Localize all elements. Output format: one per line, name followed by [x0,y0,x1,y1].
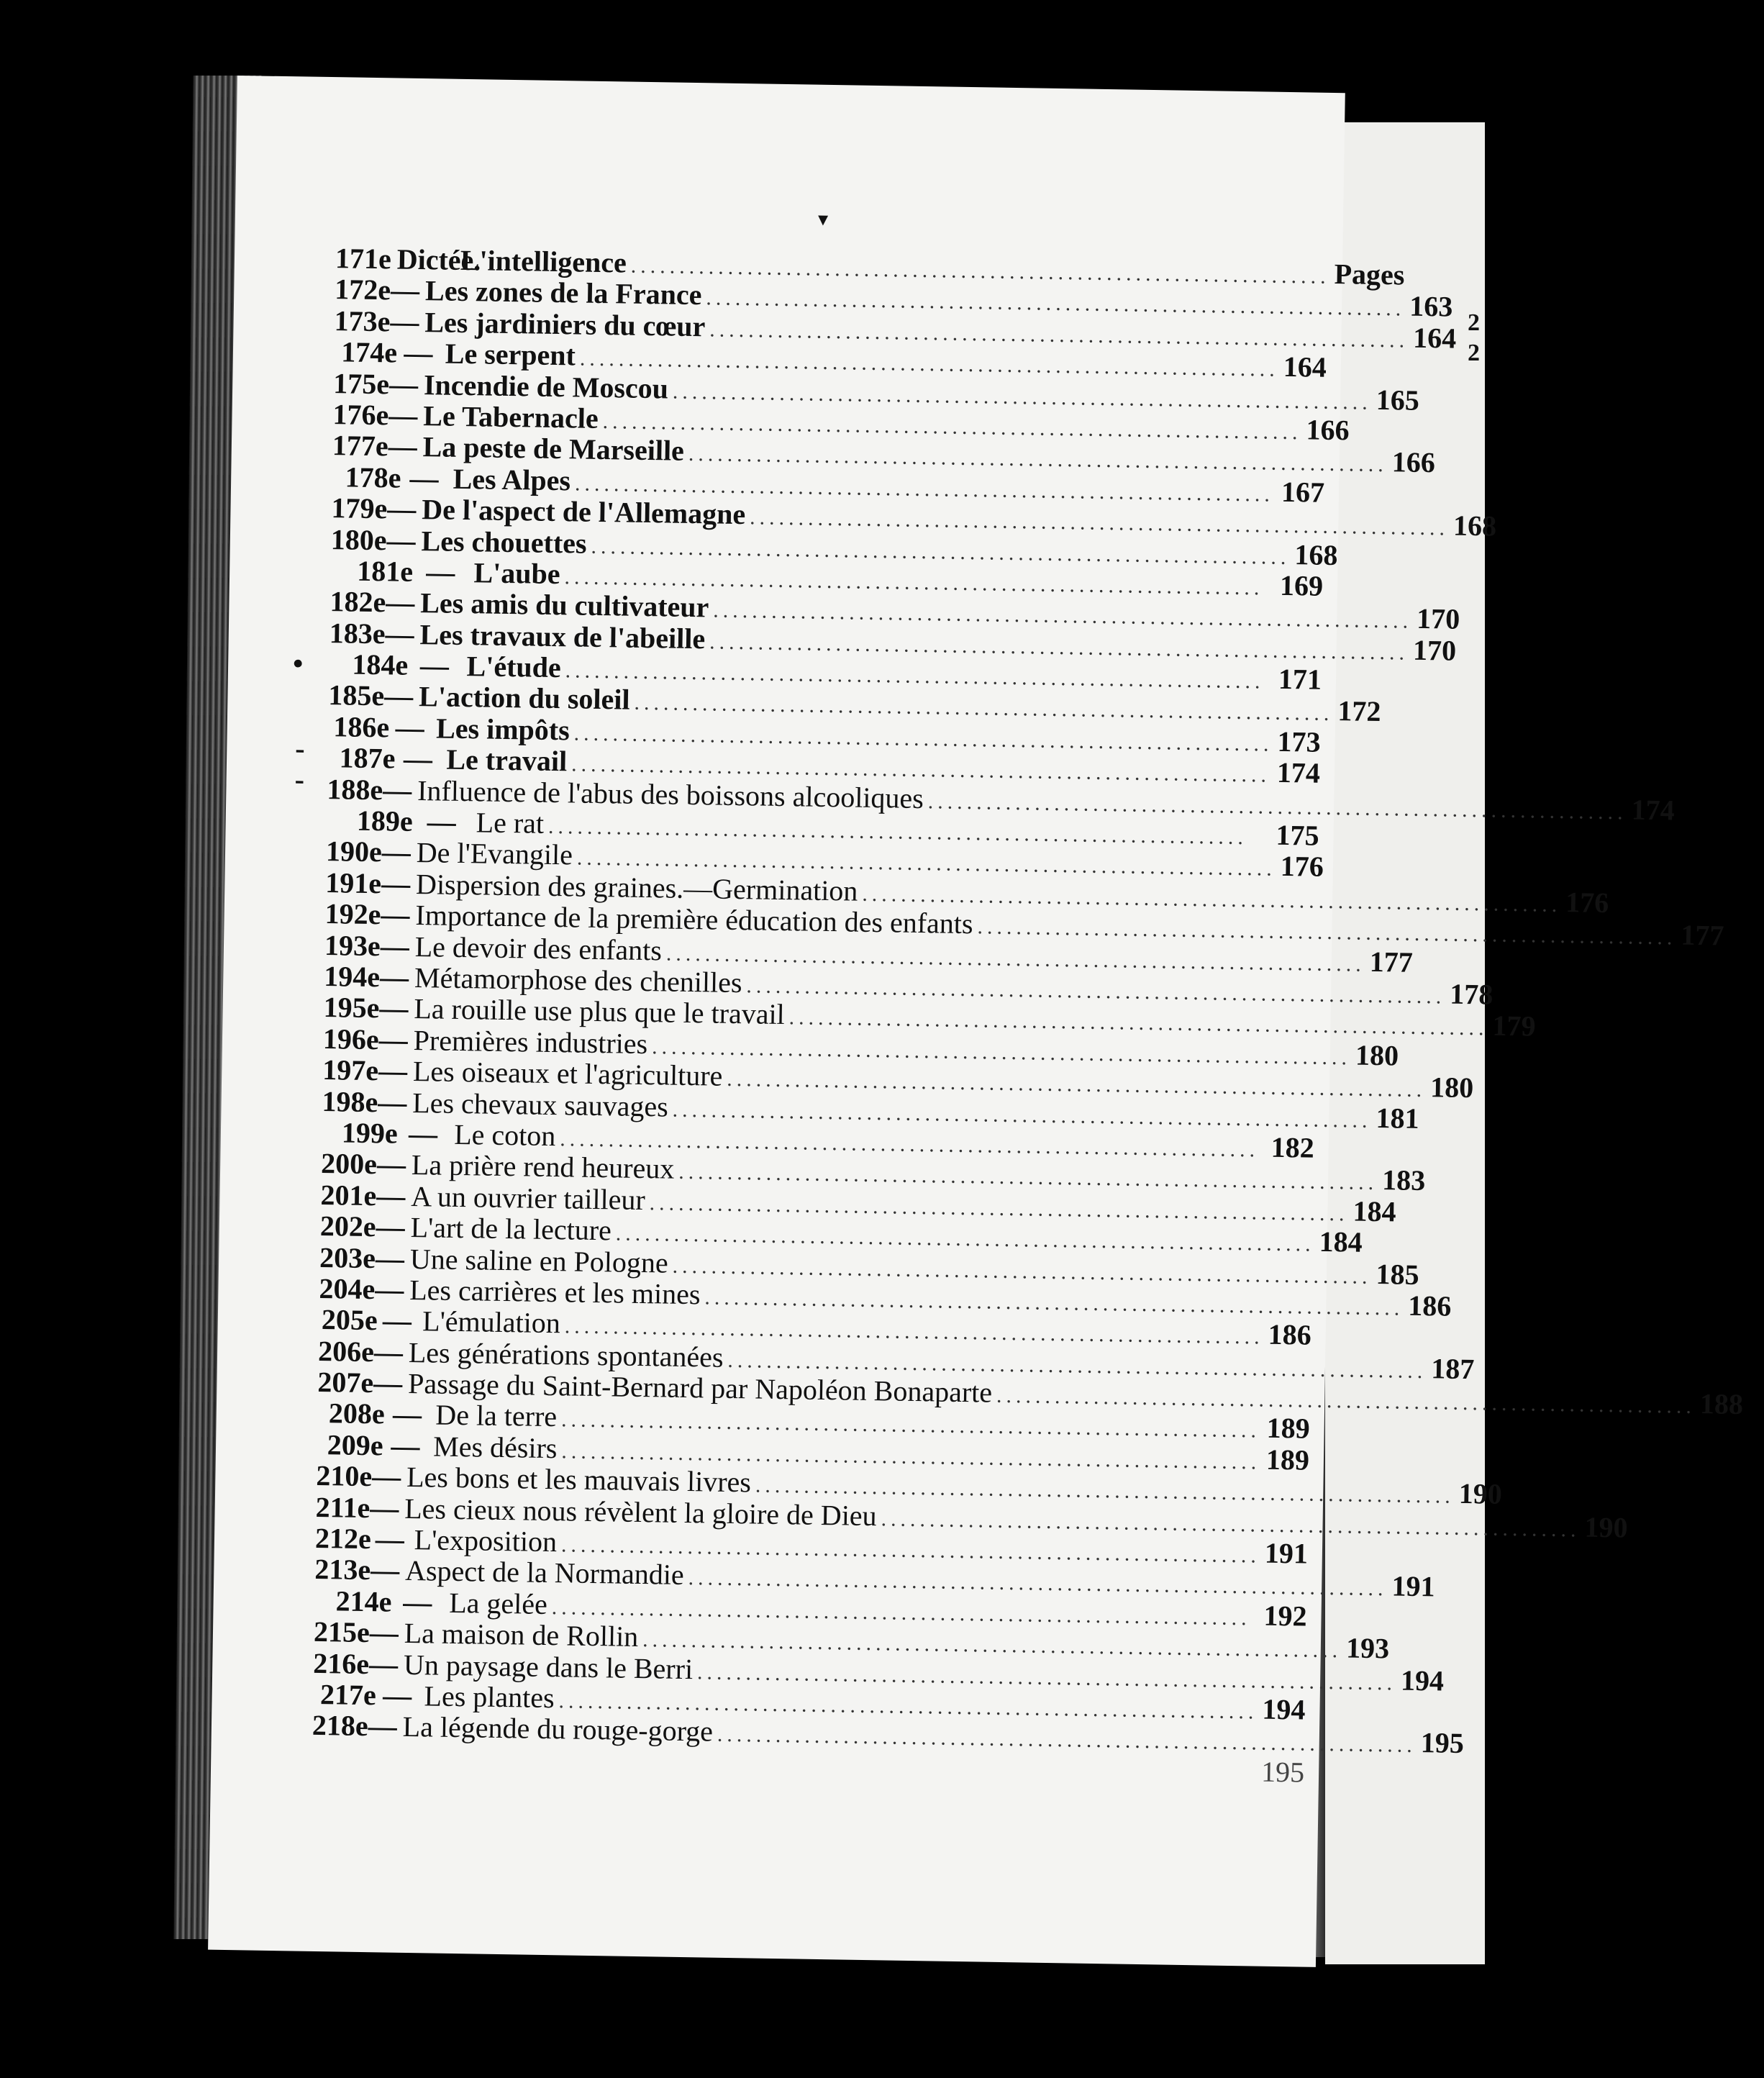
entry-page-number: 180 [1355,1038,1399,1072]
dot-leader: ........................................................................ [602,409,1302,445]
entry-page-number: 168 [1452,509,1497,543]
entry-page-number: 190 [1584,1510,1628,1544]
entry-title: De l'aspect de l'Allemagne [421,493,746,531]
entry-title: A un ouvrier tailleur [410,1179,646,1216]
entry-page-number: 163 [1409,290,1453,323]
entry-title: Premières industries [413,1023,648,1060]
entry-dash: — [370,1553,400,1587]
dot-leader: ........................................................................ [696,1659,1397,1695]
entry-title: Les cieux nous révèlent la gloire de Dieu [404,1492,878,1532]
entry-title: Incendie de Moscou [423,368,669,405]
entry-dash: — [425,555,455,589]
entry-title: Les travaux de l'abeille [419,617,706,655]
pages-label: Pages [1334,257,1405,291]
entry-dash: — [409,461,439,495]
entry-title: Le coton [453,1117,556,1153]
entry-number: 176e [332,398,389,432]
entry-title: La maison de Rollin [404,1617,639,1653]
entry-title: Une saline en Pologne [409,1242,669,1279]
entry-number: 212e [314,1521,372,1556]
entry-dash: — [369,1491,399,1525]
entry-page-number: 186 [1408,1289,1452,1322]
entry-number: 217e [319,1678,377,1712]
entry-page-number: 184 [1352,1194,1396,1228]
entry-title: L'étude [466,650,562,684]
entry-page-number: 174 [1276,756,1321,790]
entry-number: 190e [325,835,383,868]
entry-dash: — [395,711,425,745]
entry-title: La légende du rouge-gorge [402,1710,714,1748]
entry-number: 216e [313,1646,370,1680]
entry-number: 198e [322,1084,378,1118]
entry-dash: — [388,430,418,463]
entry-title: Le devoir des enfants [414,930,663,967]
entry-dash: — [376,1179,406,1212]
entry-page-number: 169 [1279,568,1324,602]
dot-leader: ........................................................................ [651,1034,1352,1070]
entry-number: 206e [317,1334,375,1368]
entry-dash: — [388,367,419,401]
entry-page-number: 179 [1492,1009,1536,1043]
entry-number: 201e [320,1178,377,1212]
entry-title: Importance de la première éducation des enfants [415,899,973,940]
entry-title: De la terre [435,1399,558,1433]
dot-leader: ........................................................................ [678,1160,1378,1195]
entry-title: La prière rend heureux [411,1148,675,1186]
dot-leader: ........................................................................ [881,1506,1581,1542]
entry-dash: — [390,273,420,307]
entry-number: 174e [341,335,398,369]
dot-leader: ........................................................................ [672,1097,1372,1133]
entry-number: 192e [324,897,381,931]
entry-page-number: 189 [1266,1412,1311,1446]
entry-page-number: 176 [1280,850,1324,884]
entry-dash: — [368,1710,398,1743]
entry-title: Influence de l'abus des boissons alcooliques [417,773,924,815]
dot-leader: ........................................................................ [927,789,1627,825]
entry-dash: — [378,1023,409,1056]
dot-leader: ........................................................................ [560,1533,1261,1568]
entry-title: Métamorphose des chenilles [414,961,742,999]
entry-number: 213e [314,1553,371,1587]
entry-dash: — [385,586,415,620]
entry-dash: — [403,1585,432,1619]
entry-dash: — [427,805,457,838]
entry-number: 179e [331,491,388,525]
entry-dash: — [392,1398,422,1431]
dot-leader: ........................................................................ [977,915,1677,950]
entry-title: De l'Evangile [416,836,573,871]
entry-title: L'aube [473,556,560,591]
entry-dash: — [382,773,412,807]
entry-title: Les jardiniers du cœur [424,305,706,343]
entry-title: L'émulation [422,1305,561,1340]
dot-leader: ........................................................................ [706,286,1406,321]
entry-number: 204e [319,1271,376,1306]
dictee-label: Dictée. [396,242,481,277]
entry-dash: — [380,929,410,963]
entry-dash: — [381,898,410,932]
entry-page-number: 170 [1416,602,1460,636]
entry-number: 196e [322,1022,380,1056]
margin-mark: - [294,763,305,796]
dot-leader: ........................................................................ [642,1628,1342,1663]
entry-page-number: 182 [1270,1130,1315,1164]
right-page-fragment: 2 [1468,309,1480,336]
entry-number: 194e [324,960,381,994]
entry-dash: — [378,1085,407,1119]
entry-page-number: 171 [1278,662,1322,696]
margin-mark: • [292,647,304,680]
dot-leader: ........................................................................ [688,1566,1388,1601]
entry-page-number: 170 [1412,633,1457,667]
entry-number: 184e [352,648,409,681]
entry-title: Dispersion des graines.—Germination [415,867,858,907]
entry-page-number: 173 [1277,725,1321,758]
entry-dash: — [379,961,409,994]
entry-page-number: 186 [1268,1318,1312,1351]
entry-number: 203e [319,1240,376,1274]
entry-page-number: 164 [1412,321,1457,355]
entry-dash: — [403,742,433,776]
entry-number: 215e [313,1615,370,1649]
dot-leader: ........................................................................ [547,814,1248,850]
entry-page-number: 165 [1376,383,1420,417]
right-page-fragment: 2 [1468,340,1480,366]
entry-page-number: 172 [1337,694,1381,728]
entry-page-number: 183 [1381,1163,1426,1197]
dot-leader: ........................................................................ [573,721,1273,756]
entry-number: 210e [316,1459,373,1493]
entry-title: Mes désirs [432,1430,558,1465]
entry-title: Les générations spontanées [408,1335,724,1374]
entry-title: Les amis du cultivateur [419,586,709,624]
entry-page-number: 187 [1431,1351,1475,1385]
entry-number: 207e [317,1366,374,1399]
entry-dash: — [388,399,418,432]
entry-title: Les zones de la France [424,274,702,312]
entry-title: L'art de la lecture [410,1211,612,1247]
dot-leader: ........................................................................ [551,1594,1251,1630]
entry-page-number: 166 [1306,413,1350,447]
entry-dash: — [375,1523,405,1556]
dot-leader: ........................................................................ [709,630,1409,665]
dot-leader: ........................................................................ [727,1067,1427,1102]
dot-leader: ........................................................................ [591,534,1291,569]
entry-dash: — [368,1647,399,1681]
entry-page-number: 168 [1294,537,1338,571]
entry-page-number: 191 [1391,1569,1435,1603]
entry-number: 197e [322,1053,379,1087]
entry-dash: — [381,835,412,869]
entry-number: 187e [339,741,396,775]
entry-dash: — [373,1335,404,1369]
entry-title: L'exposition [414,1523,558,1558]
entry-number: 186e [333,710,390,744]
dot-leader: ........................................................................ [634,691,1334,726]
entry-number: 178e [345,460,401,494]
entry-title: Le serpent [445,337,576,372]
entry-page-number: 194 [1262,1692,1306,1726]
entry-page-number: 167 [1281,475,1325,509]
entry-dash: — [383,679,414,713]
dot-leader: ........................................................................ [564,565,1264,600]
dot-leader: ........................................................................ [713,598,1413,634]
entry-title: Les bons et les mauvais livres [406,1461,752,1499]
dot-leader: ........................................................................ [560,1407,1261,1443]
dot-leader: ........................................................................ [630,253,1330,289]
entry-title: Les impôts [435,712,570,747]
entry-number: 218e [312,1709,369,1743]
dot-leader: ........................................................................ [564,1314,1264,1349]
entry-page-number: 177 [1681,918,1724,952]
entry-number: 202e [319,1210,377,1243]
entry-page-number: 176 [1565,885,1609,919]
entry-title: Le rat [476,806,545,840]
entry-title: La peste de Marseille [422,430,685,468]
entry-title: Aspect de la Normandie [404,1554,685,1592]
entry-title: Les oiseaux et l'agriculture [412,1055,723,1092]
entry-title: Le travail [446,743,568,778]
entry-dash: — [375,1241,405,1275]
book-page [208,76,1744,1967]
entry-page-number: 184 [1319,1225,1363,1258]
dot-leader: ........................................................................ [704,1285,1404,1320]
entry-page-number: 192 [1263,1599,1307,1633]
entry-dash: — [390,305,419,338]
dot-leader: ........................................................................ [749,505,1450,540]
dot-leader: ........................................................................ [558,1689,1258,1724]
dot-leader: ........................................................................ [717,1723,1417,1758]
entry-dash: — [419,649,450,682]
entry-title: La gelée [448,1586,548,1620]
entry-dash: — [385,617,414,650]
entry-number: 214e [335,1584,392,1618]
trailing-page-number: 195 [1260,1755,1305,1789]
entry-title: Les chouettes [421,524,587,560]
entry-dash: — [391,1429,420,1463]
entry-page-number: 194 [1400,1664,1445,1697]
dot-leader: ........................................................................ [561,1439,1261,1474]
entry-number: 177e [332,429,389,463]
entry-number: 171e [335,242,392,276]
entry-page-number: 189 [1265,1443,1310,1476]
entry-dash: — [386,523,417,557]
dot-leader: ........................................................................ [560,1127,1260,1162]
entry-number: 181e [356,554,414,588]
entry-number: 195e [323,991,380,1025]
dot-leader: ........................................................................ [755,1473,1455,1509]
dot-leader: ........................................................................ [570,752,1271,787]
entry-title: L'intelligence [460,243,627,279]
entry-dash: — [379,992,409,1025]
entry-dash: — [386,492,417,526]
entry-title: L'action du soleil [418,680,630,717]
entry-dash: — [376,1210,406,1243]
entry-number: 172e [334,273,391,307]
entry-page-number: 175 [1276,818,1319,852]
entry-dash: — [382,1679,412,1712]
dot-leader: ........................................................................ [579,346,1280,381]
entry-title: Un paysage dans le Berri [403,1648,694,1685]
entry-title: Le Tabernacle [423,399,599,435]
entry-title: La rouille use plus que le travail [414,992,786,1031]
dot-leader: ........................................................................ [709,317,1409,353]
entry-dash: — [373,1366,403,1399]
entry-number: 200e [320,1147,378,1181]
entry-page-number: 164 [1283,350,1327,384]
entry-page-number: 193 [1345,1631,1390,1665]
dot-leader: ........................................................................ [672,379,1373,414]
entry-dash: — [376,1148,406,1181]
entry-number: 211e [315,1490,370,1524]
entry-number: 188e [327,772,383,806]
entry-dash: — [408,1117,438,1151]
entry-page-number: 180 [1429,1071,1474,1104]
entry-number: 189e [356,804,414,838]
dot-leader: ........................................................................ [996,1383,1696,1419]
spacer [312,1766,1247,1781]
entry-number: 185e [328,679,385,712]
entry-dash: — [404,336,433,370]
dot-leader: ........................................................................ [574,471,1275,507]
entry-page-number: 185 [1376,1257,1419,1291]
dot-leader: ........................................................................ [862,881,1562,917]
entry-page-number: 188 [1699,1387,1744,1421]
entry-title: Les carrières et les mines [409,1273,701,1311]
dot-leader: ........................................................................ [727,1348,1427,1383]
margin-mark: - [294,732,306,765]
dot-leader: ........................................................................ [746,974,1446,1009]
entry-number: 193e [324,928,381,962]
entry-dash: — [381,867,411,900]
dot-leader: ........................................................................ [672,1253,1372,1289]
entry-number: 191e [325,866,382,900]
entry-dash: — [371,1460,401,1494]
entry-title: Les chevaux sauvages [412,1086,669,1123]
entry-page-number: 166 [1391,445,1436,479]
dot-leader: ........................................................................ [576,845,1277,881]
entry-page-number: 195 [1420,1726,1465,1760]
dot-leader: ........................................................................ [788,1005,1488,1040]
entry-page-number: 174 [1631,793,1676,827]
dot-leader: ........................................................................ [649,1190,1349,1226]
entry-number: 182e [329,585,386,619]
entry-number: 208e [328,1397,386,1430]
dot-leader: ........................................................................ [565,658,1265,694]
entry-title: Les plantes [424,1679,555,1715]
entry-number: 205e [321,1303,378,1337]
entry-number: 175e [332,366,390,400]
entry-number: 199e [341,1116,399,1150]
entry-dash: — [378,1054,408,1088]
entry-dash: — [374,1273,404,1306]
entry-page-number: 178 [1450,977,1494,1011]
dot-leader: ........................................................................ [615,1221,1315,1256]
entry-dash: — [369,1616,399,1649]
dot-leader: ........................................................................ [665,941,1366,976]
dot-leader: ........................................................................ [688,442,1388,477]
entry-number: 180e [330,522,388,556]
entry-title: Les Alpes [453,462,571,497]
entry-dash: — [382,1304,412,1338]
entry-page-number: 177 [1369,945,1414,979]
entry-number: 183e [329,616,386,650]
entry-number: 209e [327,1428,383,1462]
entry-page-number: 181 [1376,1101,1419,1135]
entry-number: 173e [334,304,391,338]
entry-page-number: 190 [1458,1477,1503,1511]
entry-page-number: 191 [1264,1536,1309,1570]
entry-title: Passage du Saint-Bernard par Napoléon Bonaparte [407,1367,993,1409]
table-of-contents [312,242,1744,1789]
page-mark: ▾ [817,208,829,231]
